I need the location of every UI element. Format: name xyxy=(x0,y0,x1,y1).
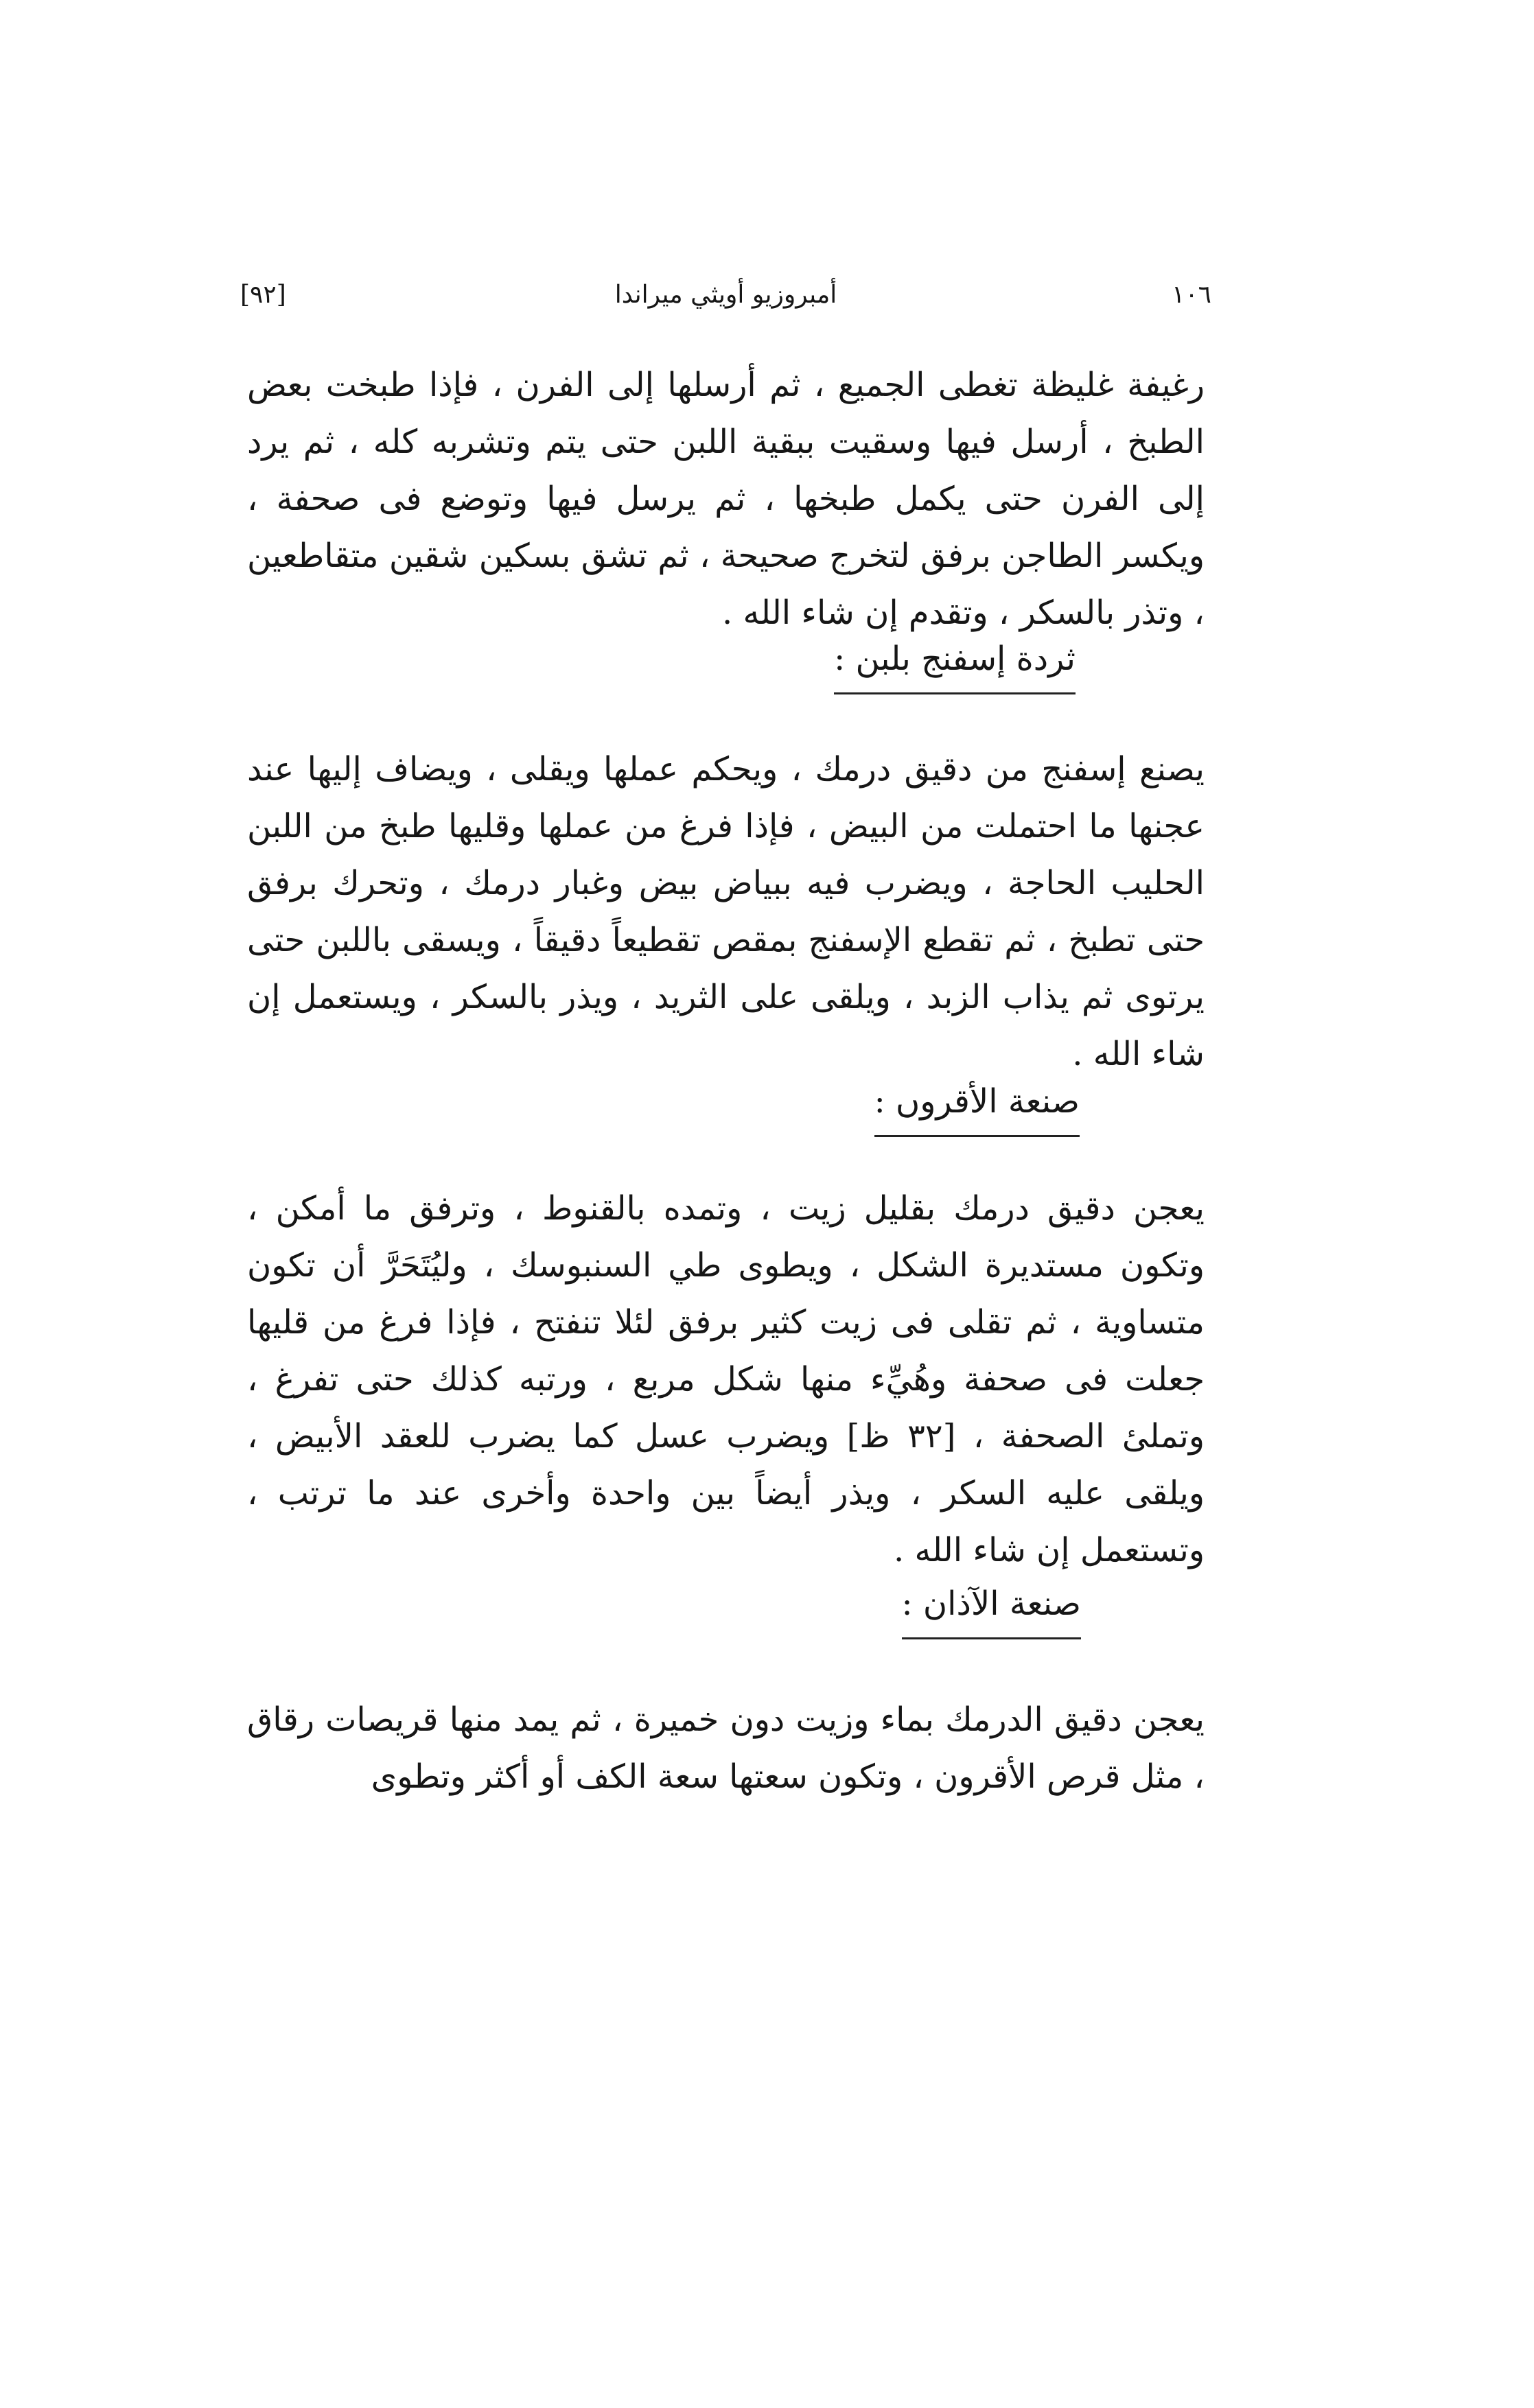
recipe-heading-adhan: صنعة الآذان : xyxy=(902,1580,1082,1639)
page-header xyxy=(240,271,1211,319)
paragraph-aqrun: يعجن دقيق درمك بقليل زيت ، وتمده بالقنوط ، وترفق ما أمكن ، وتكون مستديرة الشكل ، ويطوى طي السنبوسك ، وليُتَحَرَّ أن تكون متساوية ، ثم تقلى فى زيت كثير برفق لئلا تنفتح ، فإذا فرغ من قليها جعلت فى صحفة وهُيِّء منها شكل مربع ، ورتبه كذلك حتى تفرغ ، وتملىٔ الصحفة ، [٣٢ ظ] ويضرب عسل كما يضرب للعقد الأبيض ، ويلقى عليه السكر ، ويذر أيضاً بين واحدة وأخرى عند ما ترتب ، وتستعمل إن شاء الله . xyxy=(247,1189,1205,1569)
page-number: ١٠٦ xyxy=(1171,281,1211,309)
running-title: أمبروزيو أويثي ميراندا xyxy=(614,281,837,309)
recipe-heading-aqrun: صنعة الأقروں : xyxy=(874,1077,1080,1137)
folio-reference: [٩٢] xyxy=(240,281,286,309)
paragraph-sponge-tharid: يصنع إسفنج من دقيق درمك ، ويحكم عملها ويقلى ، ويضاف إليها عند عجنها ما احتملت من البيض ، فإذا فرغ من عملها وقليها طبخ من اللبن الحليب الحاجة ، ويضرب فيه ببياض بيض وغبار درمك ، وتحرك برفق حتى تطبخ ، ثم تقطع الإسفنج بمقص تقطيعاً دقيقاً ، ويسقى باللبن حتى يرتوى ثم يذاب الزبد ، ويلقى على الثريد ، ويذر بالسكر ، ويستعمل إن شاء الله . xyxy=(247,750,1205,1073)
paragraph-continued-recipe: رغيفة غليظة تغطى الجميع ، ثم أرسلها إلى الفرن ، فإذا طبخت بعض الطبخ ، أرسل فيها وسقيت ببقية اللبن حتى يتم وتشربه كله ، ثم يرد إلى الفرن حتى يكمل طبخها ، ثم يرسل فيها وتوضع فى صحفة ، ويكسر الطاجن برفق لتخرج صحيحة ، ثم تشق بسكين شقين متقاطعين ، وتذر بالسكر ، وتقدم إن شاء الله . xyxy=(247,366,1205,632)
recipe-heading-sponge-tharid: ثردة إسفنج بلبن : xyxy=(834,635,1076,694)
paragraph-adhan: يعجن دقيق الدرمك بماء وزيت دون خميرة ، ثم يمد منها قريصات رقاق ، مثل قرص الأقرون ، وتكون سعتها سعة الكف أو أكثر وتطوى xyxy=(247,1700,1205,1796)
